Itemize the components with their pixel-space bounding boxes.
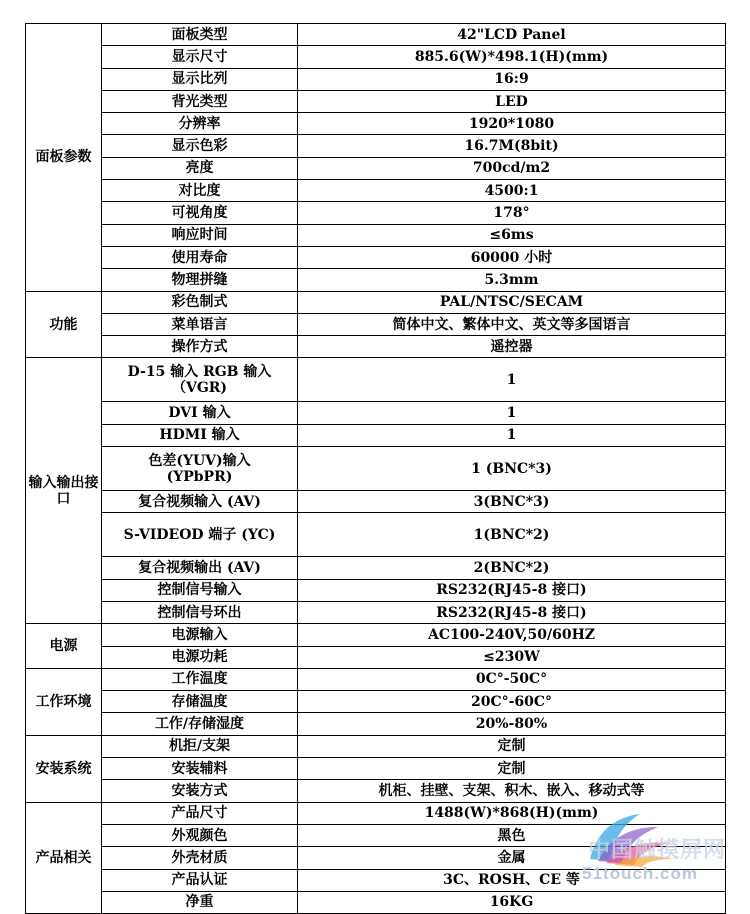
- table-row: [26, 202, 726, 224]
- spec-label: 面板类型: [102, 24, 298, 46]
- spec-label: 工作温度: [102, 668, 298, 690]
- spec-label: 复合视频输出 (AV): [102, 557, 298, 579]
- table-row: [26, 691, 726, 713]
- spec-label: 显示比列: [102, 68, 298, 90]
- spec-label: 分辨率: [102, 113, 298, 135]
- spec-value: 16KG: [298, 891, 726, 913]
- table-row: [26, 402, 726, 424]
- table-row: [26, 668, 726, 690]
- spec-label: 电源输入: [102, 624, 298, 646]
- spec-label: 产品尺寸: [102, 802, 298, 824]
- spec-label: 存储温度: [102, 691, 298, 713]
- table-row: [26, 68, 726, 90]
- spec-value: 3C、ROSH、CE 等: [298, 869, 726, 891]
- group-label: 产品相关: [26, 802, 102, 913]
- table-row: [26, 246, 726, 268]
- spec-label: 彩色制式: [102, 291, 298, 313]
- spec-value: 定制: [298, 735, 726, 757]
- spec-value: 黑色: [298, 824, 726, 846]
- table-row: [26, 601, 726, 623]
- spec-label: 色差(YUV)输入 (YPbPR): [102, 447, 298, 491]
- spec-value: 1: [298, 424, 726, 446]
- spec-value: RS232(RJ45-8 接口): [298, 601, 726, 623]
- spec-label: D-15 输入 RGB 输入（VGR): [102, 358, 298, 402]
- spec-value: 机柜、挂壁、支架、积木、嵌入、移动式等: [298, 780, 726, 802]
- spec-label: 亮度: [102, 157, 298, 179]
- spec-label: 净重: [102, 891, 298, 913]
- group-label: 安装系统: [26, 735, 102, 802]
- table-row: [26, 891, 726, 913]
- watermark-url: 51touch.com: [582, 864, 698, 883]
- spec-value: 42"LCD Panel: [298, 24, 726, 46]
- spec-value: 2(BNC*2): [298, 557, 726, 579]
- spec-label: 电源功耗: [102, 646, 298, 668]
- spec-value: 定制: [298, 758, 726, 780]
- group-label: 输入输出接口: [26, 358, 102, 624]
- spec-value: 4500:1: [298, 180, 726, 202]
- table-row: [26, 180, 726, 202]
- spec-value: 3(BNC*3): [298, 491, 726, 513]
- spec-label: 物理拼缝: [102, 269, 298, 291]
- spec-value: 1: [298, 358, 726, 402]
- spec-value: PAL/NTSC/SECAM: [298, 291, 726, 313]
- watermark-logo: [570, 799, 740, 894]
- table-row: [26, 135, 726, 157]
- spec-value: RS232(RJ45-8 接口): [298, 579, 726, 601]
- spec-label: 显示色彩: [102, 135, 298, 157]
- spec-table-body: [26, 24, 726, 914]
- spec-label: 菜单语言: [102, 313, 298, 335]
- table-row: [26, 269, 726, 291]
- group-label: 电源: [26, 624, 102, 669]
- spec-label: 产品认证: [102, 869, 298, 891]
- spec-label: 控制信号环出: [102, 601, 298, 623]
- spec-label: 复合视频输入 (AV): [102, 491, 298, 513]
- spec-label: 使用寿命: [102, 246, 298, 268]
- spec-label: 工作/存储湿度: [102, 713, 298, 735]
- spec-value: 700cd/m2: [298, 157, 726, 179]
- spec-label: S-VIDEOD 端子 (YC): [102, 513, 298, 557]
- spec-label: 可视角度: [102, 202, 298, 224]
- group-label: 工作环境: [26, 668, 102, 735]
- spec-value: ≤6ms: [298, 224, 726, 246]
- spec-label: 显示尺寸: [102, 46, 298, 68]
- spec-value: 885.6(W)*498.1(H)(mm): [298, 46, 726, 68]
- table-row: [26, 424, 726, 446]
- group-label: 功能: [26, 291, 102, 358]
- table-row: [26, 713, 726, 735]
- table-row: [26, 157, 726, 179]
- spec-label: 安装辅料: [102, 758, 298, 780]
- table-row: [26, 24, 726, 46]
- table-row: [26, 758, 726, 780]
- spec-label: 对比度: [102, 180, 298, 202]
- spec-value: 1 (BNC*3): [298, 447, 726, 491]
- spec-label: 外壳材质: [102, 847, 298, 869]
- spec-value: 20C°-60C°: [298, 691, 726, 713]
- spec-label: 背光类型: [102, 90, 298, 112]
- spec-value: LED: [298, 90, 726, 112]
- table-row: [26, 513, 726, 557]
- table-row: [26, 735, 726, 757]
- spec-label: 控制信号输入: [102, 579, 298, 601]
- table-row: [26, 291, 726, 313]
- table-row: [26, 46, 726, 68]
- spec-label: DVI 输入: [102, 402, 298, 424]
- spec-value: 60000 小时: [298, 246, 726, 268]
- spec-value: 1(BNC*2): [298, 513, 726, 557]
- spec-label: HDMI 输入: [102, 424, 298, 446]
- spec-value: 16.7M(8bit): [298, 135, 726, 157]
- spec-value: 20%-80%: [298, 713, 726, 735]
- spec-value: 金属: [298, 847, 726, 869]
- table-row: [26, 491, 726, 513]
- spec-value: 1: [298, 402, 726, 424]
- spec-value: 178°: [298, 202, 726, 224]
- table-row: [26, 313, 726, 335]
- table-row: [26, 113, 726, 135]
- spec-value: 5.3mm: [298, 269, 726, 291]
- table-row: [26, 557, 726, 579]
- spec-value: 1488(W)*868(H)(mm): [298, 802, 726, 824]
- group-label: 面板参数: [26, 24, 102, 292]
- spec-label: 机拒/支架: [102, 735, 298, 757]
- spec-value: 0C°-50C°: [298, 668, 726, 690]
- table-row: [26, 579, 726, 601]
- spec-label: 响应时间: [102, 224, 298, 246]
- table-row: [26, 624, 726, 646]
- spec-value: AC100-240V,50/60HZ: [298, 624, 726, 646]
- spec-value: ≤230W: [298, 646, 726, 668]
- spec-value: 遥控器: [298, 336, 726, 358]
- spec-label: 安装方式: [102, 780, 298, 802]
- table-row: [26, 447, 726, 491]
- table-row: [26, 336, 726, 358]
- spec-label: 操作方式: [102, 336, 298, 358]
- table-row: [26, 358, 726, 402]
- watermark-site-name: 中国触摸屏网: [587, 838, 726, 863]
- spec-value: 简体中文、繁体中文、英文等多国语言: [298, 313, 726, 335]
- spec-value: 1920*1080: [298, 113, 726, 135]
- table-row: [26, 90, 726, 112]
- spec-label: 外观颜色: [102, 824, 298, 846]
- table-row: [26, 646, 726, 668]
- table-row: [26, 224, 726, 246]
- spec-table: [25, 23, 726, 914]
- spec-value: 16:9: [298, 68, 726, 90]
